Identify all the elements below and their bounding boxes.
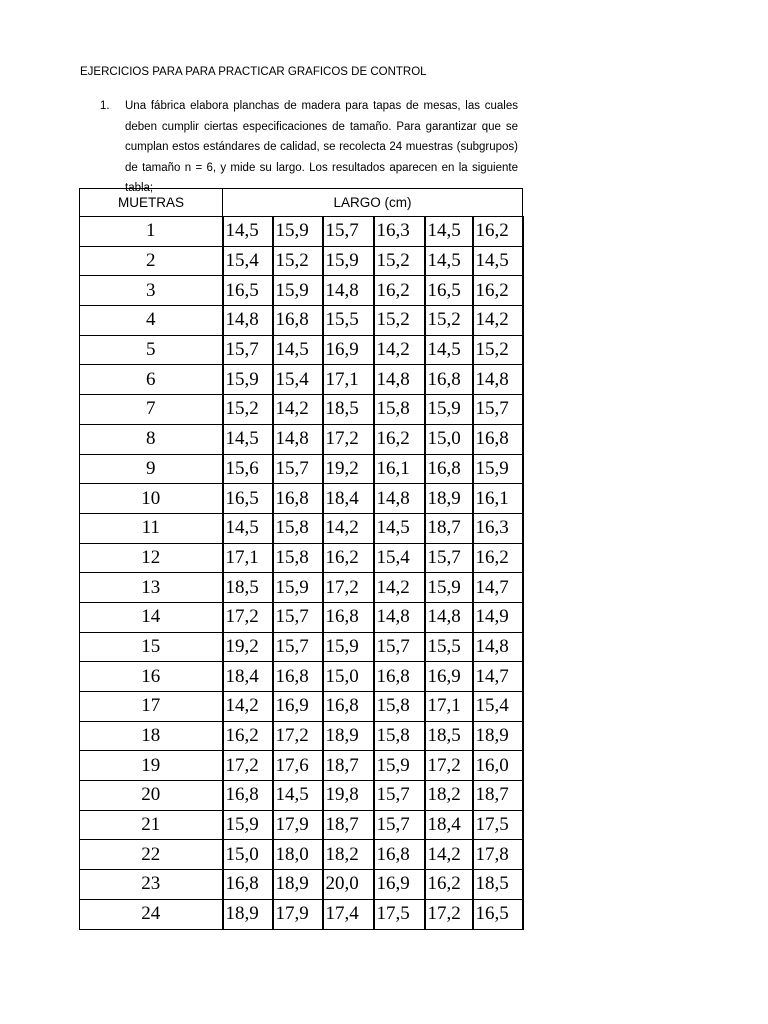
length-value: 15,8 <box>374 692 425 722</box>
length-value: 18,9 <box>273 870 323 900</box>
length-value: 18,4 <box>425 810 473 840</box>
length-value: 14,2 <box>374 573 425 603</box>
length-value: 18,7 <box>323 751 374 781</box>
length-value: 16,8 <box>223 781 273 811</box>
sample-number: 9 <box>80 454 223 484</box>
length-value: 15,2 <box>374 246 425 276</box>
length-value: 15,9 <box>425 395 473 425</box>
length-value: 19,2 <box>223 632 273 662</box>
length-value: 18,5 <box>323 395 374 425</box>
length-value: 15,6 <box>223 454 273 484</box>
length-value: 15,7 <box>323 217 374 247</box>
header-length: LARGO (cm) <box>223 189 523 217</box>
sample-number: 7 <box>80 395 223 425</box>
length-value: 17,2 <box>273 721 323 751</box>
length-value: 18,9 <box>323 721 374 751</box>
length-value: 14,2 <box>473 306 523 336</box>
length-value: 18,7 <box>473 781 523 811</box>
length-value: 18,5 <box>473 870 523 900</box>
sample-number: 23 <box>80 870 223 900</box>
length-value: 14,8 <box>223 306 273 336</box>
length-value: 16,8 <box>425 365 473 395</box>
length-value: 14,8 <box>374 602 425 632</box>
table-row <box>80 335 523 365</box>
length-value: 15,9 <box>473 454 523 484</box>
table-row <box>80 276 523 306</box>
length-value: 16,2 <box>223 721 273 751</box>
length-value: 14,5 <box>425 246 473 276</box>
length-value: 14,5 <box>273 335 323 365</box>
table-row <box>80 662 523 692</box>
length-value: 16,8 <box>223 870 273 900</box>
length-value: 15,2 <box>273 246 323 276</box>
length-value: 17,4 <box>323 899 374 929</box>
length-value: 18,2 <box>323 840 374 870</box>
length-value: 15,5 <box>425 632 473 662</box>
length-value: 15,0 <box>223 840 273 870</box>
length-value: 19,2 <box>323 454 374 484</box>
length-value: 18,5 <box>425 721 473 751</box>
length-value: 17,1 <box>223 543 273 573</box>
length-value: 15,4 <box>273 365 323 395</box>
length-value: 15,7 <box>374 781 425 811</box>
length-value: 14,8 <box>273 424 323 454</box>
length-value: 17,2 <box>425 899 473 929</box>
length-value: 17,1 <box>425 692 473 722</box>
length-value: 16,8 <box>473 424 523 454</box>
sample-number: 21 <box>80 810 223 840</box>
length-value: 14,5 <box>223 424 273 454</box>
length-value: 16,8 <box>374 840 425 870</box>
length-value: 16,8 <box>374 662 425 692</box>
length-value: 16,1 <box>374 454 425 484</box>
table-row <box>80 810 523 840</box>
length-value: 14,9 <box>473 602 523 632</box>
length-value: 18,4 <box>323 484 374 514</box>
length-value: 18,2 <box>425 781 473 811</box>
length-value: 14,5 <box>223 217 273 247</box>
length-value: 16,2 <box>323 543 374 573</box>
length-value: 14,5 <box>473 246 523 276</box>
length-value: 15,8 <box>273 543 323 573</box>
table-row <box>80 365 523 395</box>
length-value: 15,9 <box>223 810 273 840</box>
table-header-row <box>80 189 523 217</box>
length-value: 15,2 <box>223 395 273 425</box>
length-value: 15,7 <box>425 543 473 573</box>
length-value: 17,9 <box>273 810 323 840</box>
length-value: 16,8 <box>273 662 323 692</box>
length-value: 15,9 <box>273 573 323 603</box>
exercise-1 <box>100 96 518 199</box>
table-row <box>80 632 523 662</box>
length-value: 14,5 <box>425 217 473 247</box>
length-value: 15,4 <box>473 692 523 722</box>
document-title: EJERCICIOS PARA PARA PRACTICAR GRAFICOS DE CONTROL <box>80 66 427 78</box>
length-value: 14,8 <box>374 365 425 395</box>
length-value: 15,7 <box>273 602 323 632</box>
length-value: 14,2 <box>425 840 473 870</box>
length-value: 14,8 <box>323 276 374 306</box>
length-value: 17,8 <box>473 840 523 870</box>
table-row <box>80 870 523 900</box>
length-value: 17,2 <box>425 751 473 781</box>
length-value: 17,2 <box>323 573 374 603</box>
samples-table-body <box>80 189 523 930</box>
length-value: 16,5 <box>473 899 523 929</box>
length-value: 16,8 <box>273 306 323 336</box>
length-value: 16,2 <box>473 543 523 573</box>
length-value: 15,2 <box>374 306 425 336</box>
length-value: 16,2 <box>473 217 523 247</box>
table-row <box>80 692 523 722</box>
length-value: 18,9 <box>223 899 273 929</box>
length-value: 16,8 <box>425 454 473 484</box>
sample-number: 5 <box>80 335 223 365</box>
length-value: 14,8 <box>473 632 523 662</box>
length-value: 16,5 <box>425 276 473 306</box>
length-value: 16,8 <box>323 602 374 632</box>
sample-number: 13 <box>80 573 223 603</box>
length-value: 15,9 <box>223 365 273 395</box>
length-value: 15,8 <box>374 395 425 425</box>
sample-number: 4 <box>80 306 223 336</box>
samples-table <box>79 188 524 930</box>
length-value: 15,9 <box>425 573 473 603</box>
length-value: 14,2 <box>374 335 425 365</box>
table-row <box>80 840 523 870</box>
length-value: 14,2 <box>273 395 323 425</box>
exercise-number: 1. <box>100 100 110 112</box>
sample-number: 8 <box>80 424 223 454</box>
length-value: 17,5 <box>374 899 425 929</box>
sample-number: 1 <box>80 217 223 247</box>
length-value: 16,9 <box>323 335 374 365</box>
length-value: 18,7 <box>323 810 374 840</box>
length-value: 15,2 <box>473 335 523 365</box>
length-value: 14,8 <box>425 602 473 632</box>
length-value: 16,8 <box>323 692 374 722</box>
length-value: 17,6 <box>273 751 323 781</box>
length-value: 14,5 <box>374 513 425 543</box>
table-row <box>80 306 523 336</box>
table-row <box>80 899 523 929</box>
sample-number: 11 <box>80 513 223 543</box>
table-row <box>80 751 523 781</box>
length-value: 15,7 <box>223 335 273 365</box>
length-value: 16,8 <box>273 484 323 514</box>
length-value: 15,8 <box>374 721 425 751</box>
length-value: 16,3 <box>374 217 425 247</box>
length-value: 14,8 <box>374 484 425 514</box>
sample-number: 20 <box>80 781 223 811</box>
length-value: 15,5 <box>323 306 374 336</box>
sample-number: 18 <box>80 721 223 751</box>
length-value: 14,7 <box>473 662 523 692</box>
length-value: 15,7 <box>374 632 425 662</box>
length-value: 14,2 <box>323 513 374 543</box>
table-row <box>80 781 523 811</box>
length-value: 14,8 <box>473 365 523 395</box>
length-value: 15,8 <box>273 513 323 543</box>
length-value: 14,5 <box>273 781 323 811</box>
length-value: 15,2 <box>425 306 473 336</box>
length-value: 17,9 <box>273 899 323 929</box>
table-row <box>80 573 523 603</box>
table-row <box>80 513 523 543</box>
length-value: 15,7 <box>374 810 425 840</box>
length-value: 16,0 <box>473 751 523 781</box>
table-row <box>80 543 523 573</box>
table-row <box>80 424 523 454</box>
sample-number: 3 <box>80 276 223 306</box>
length-value: 14,5 <box>425 335 473 365</box>
length-value: 17,2 <box>223 751 273 781</box>
length-value: 15,9 <box>374 751 425 781</box>
sample-number: 10 <box>80 484 223 514</box>
length-value: 18,7 <box>425 513 473 543</box>
sample-number: 15 <box>80 632 223 662</box>
length-value: 15,9 <box>323 246 374 276</box>
length-value: 16,9 <box>425 662 473 692</box>
length-value: 18,9 <box>425 484 473 514</box>
sample-number: 16 <box>80 662 223 692</box>
length-value: 16,3 <box>473 513 523 543</box>
table-row <box>80 217 523 247</box>
length-value: 18,4 <box>223 662 273 692</box>
table-row <box>80 454 523 484</box>
sample-number: 2 <box>80 246 223 276</box>
header-samples: MUETRAS <box>80 189 223 217</box>
length-value: 15,9 <box>323 632 374 662</box>
length-value: 15,0 <box>425 424 473 454</box>
length-value: 18,5 <box>223 573 273 603</box>
length-value: 15,7 <box>273 454 323 484</box>
length-value: 17,2 <box>223 602 273 632</box>
length-value: 17,2 <box>323 424 374 454</box>
length-value: 17,1 <box>323 365 374 395</box>
length-value: 16,2 <box>425 870 473 900</box>
length-value: 14,7 <box>473 573 523 603</box>
table-row <box>80 484 523 514</box>
sample-number: 24 <box>80 899 223 929</box>
length-value: 15,4 <box>374 543 425 573</box>
length-value: 18,9 <box>473 721 523 751</box>
length-value: 16,9 <box>374 870 425 900</box>
sample-number: 17 <box>80 692 223 722</box>
length-value: 20,0 <box>323 870 374 900</box>
length-value: 16,2 <box>374 424 425 454</box>
length-value: 15,9 <box>273 276 323 306</box>
length-value: 15,9 <box>273 217 323 247</box>
sample-number: 12 <box>80 543 223 573</box>
table-row <box>80 246 523 276</box>
length-value: 19,8 <box>323 781 374 811</box>
exercise-statement: Una fábrica elabora planchas de madera para tapas de mesas, las cuales deben cumplir ciertas especificaciones de tamaño. Para garantizar que se cumplan estos estándares de calidad, se recolecta 24 muestras (subgrupos) de tamaño n = 6, y mide su largo. Los resultados aparecen en la siguiente tabla; <box>125 100 518 194</box>
sample-number: 14 <box>80 602 223 632</box>
length-value: 15,7 <box>273 632 323 662</box>
length-value: 14,5 <box>223 513 273 543</box>
length-value: 18,0 <box>273 840 323 870</box>
length-value: 16,5 <box>223 484 273 514</box>
sample-number: 6 <box>80 365 223 395</box>
length-value: 17,5 <box>473 810 523 840</box>
length-value: 16,2 <box>374 276 425 306</box>
sample-number: 19 <box>80 751 223 781</box>
length-value: 16,5 <box>223 276 273 306</box>
table-row <box>80 395 523 425</box>
length-value: 15,4 <box>223 246 273 276</box>
length-value: 16,2 <box>473 276 523 306</box>
length-value: 16,1 <box>473 484 523 514</box>
table-row <box>80 721 523 751</box>
length-value: 14,2 <box>223 692 273 722</box>
length-value: 15,7 <box>473 395 523 425</box>
length-value: 15,0 <box>323 662 374 692</box>
sample-number: 22 <box>80 840 223 870</box>
table-row <box>80 602 523 632</box>
length-value: 16,9 <box>273 692 323 722</box>
